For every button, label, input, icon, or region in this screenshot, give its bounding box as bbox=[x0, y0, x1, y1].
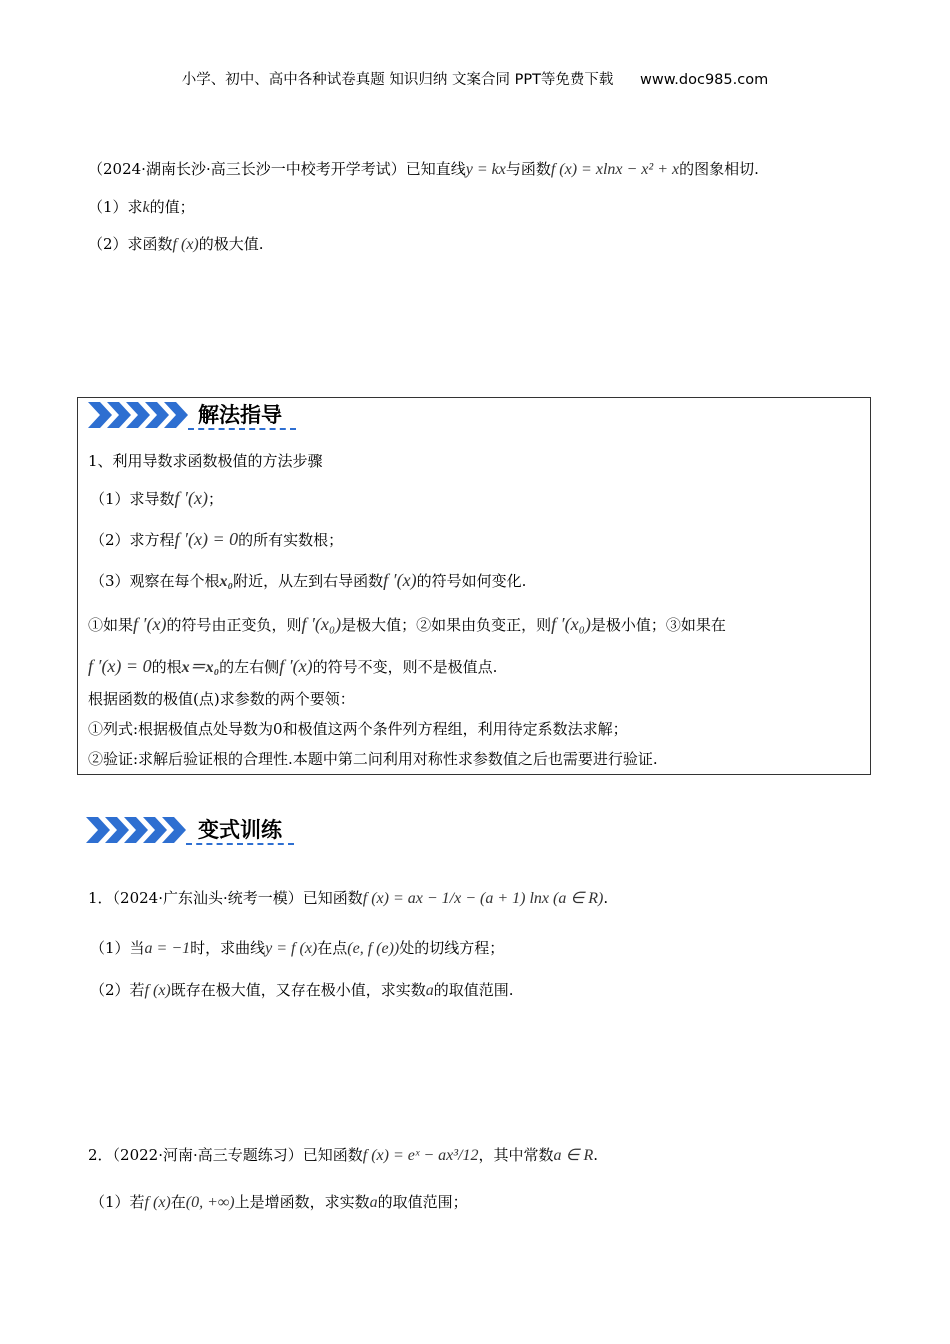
training-chevron-icon bbox=[86, 817, 188, 843]
case2-b: 的左右侧 bbox=[219, 658, 280, 676]
q1-text: （1）求 bbox=[88, 198, 143, 216]
p1q1-b: 时，求曲线 bbox=[190, 939, 266, 957]
p1-pre: （2024·广东汕头·统考一模）已知函数 bbox=[112, 889, 363, 907]
problem-q1 bbox=[88, 196, 195, 217]
page-header bbox=[0, 68, 950, 89]
guide-title-underline bbox=[188, 428, 296, 430]
p1-post: . bbox=[603, 889, 609, 907]
problem-intro-mid: 与函数 bbox=[505, 160, 551, 178]
p2q1-m3: a bbox=[369, 1194, 378, 1211]
p2-post: . bbox=[593, 1146, 599, 1164]
p2-func: f (x) = eˣ − ax³/12 bbox=[362, 1147, 479, 1164]
step2-text: （2）求方程 bbox=[90, 531, 175, 549]
p1q2-m1: f (x) bbox=[144, 982, 171, 999]
training-problem-1 bbox=[88, 887, 608, 908]
step2-math: f ′(x) = 0 bbox=[174, 529, 239, 549]
p2q1-d: 的取值范围； bbox=[377, 1193, 468, 1211]
p1-num: 1． bbox=[88, 889, 113, 907]
step2-post: 的所有实数根； bbox=[238, 531, 344, 549]
q2-text: （2）求函数 bbox=[88, 235, 173, 253]
problem-q2 bbox=[88, 233, 264, 254]
header-site-link[interactable]: www.doc985.com bbox=[640, 72, 769, 88]
problem-intro bbox=[88, 158, 759, 179]
guide-cases-2 bbox=[88, 654, 497, 677]
p2q1-c: 上是增函数，求实数 bbox=[234, 1193, 370, 1211]
case1-m1: f ′(x) bbox=[133, 614, 167, 634]
case2-var: x＝x₀ bbox=[181, 659, 220, 676]
p1q2-m2: a bbox=[425, 982, 434, 999]
p1q1-m1: a = −1 bbox=[144, 940, 191, 957]
p2-num: 2． bbox=[88, 1146, 113, 1164]
case2-a: 的根 bbox=[151, 658, 182, 676]
guide-line-1: 1、利用导数求函数极值的方法步骤 bbox=[88, 452, 323, 470]
training-p1-q2 bbox=[90, 979, 514, 1000]
problem-intro-text: （2024·湖南长沙·高三长沙一中校考开学考试）已知直线 bbox=[88, 160, 466, 178]
p1q1-m2: y = f (x) bbox=[265, 940, 318, 957]
guide-step-1 bbox=[90, 488, 223, 509]
p1q1-m3: (e, f (e)) bbox=[347, 940, 400, 957]
p2q1-m2: (0, +∞) bbox=[185, 1194, 235, 1211]
p2-mid: ，其中常数 bbox=[478, 1146, 554, 1164]
p1-func: f (x) = ax − 1/x − (a + 1) lnx (a ∈ R) bbox=[362, 890, 604, 907]
case2-m1: f ′(x) = 0 bbox=[88, 656, 152, 676]
step3-text: （3）观察在每个根 bbox=[90, 572, 220, 590]
p1q1-a: （1）当 bbox=[90, 939, 145, 957]
step1-post: ； bbox=[207, 490, 223, 508]
step1-math: f ′(x) bbox=[174, 488, 208, 508]
q2-func: f (x) bbox=[172, 236, 199, 253]
case1-d: 是极小值；③如果在 bbox=[590, 616, 726, 634]
guide-chevron-icon bbox=[88, 402, 190, 428]
case1-m3: f ′(x₀) bbox=[551, 614, 591, 634]
p1q1-c: 在点 bbox=[317, 939, 348, 957]
case1-b: 的符号由正变负，则 bbox=[166, 616, 302, 634]
step3-var: x₀ bbox=[219, 573, 234, 590]
guide-key-1: ①列式:根据极值点处导数为0和极值这两个条件列方程组，利用待定系数法求解； bbox=[88, 720, 628, 738]
case1-c: 是极大值；②如果由负变正，则 bbox=[341, 616, 552, 634]
case2-m2: f ′(x) bbox=[279, 656, 313, 676]
step1-text: （1）求导数 bbox=[90, 490, 175, 508]
problem-intro-post: 的图象相切. bbox=[679, 160, 759, 178]
header-text: 小学、初中、高中各种试卷真题 知识归纳 文案合同 PPT等免费下载 bbox=[181, 72, 614, 88]
case2-c: 的符号不变，则不是极值点. bbox=[312, 658, 498, 676]
guide-key-2: ②验证:求解后验证根的合理性.本题中第二问利用对称性求参数值之后也需要进行验证. bbox=[88, 750, 658, 768]
p2q1-b: 在 bbox=[170, 1193, 186, 1211]
guide-key-heading: 根据函数的极值(点)求参数的两个要领： bbox=[88, 690, 355, 708]
function-equation: f (x) = xlnx − x² + x bbox=[550, 161, 680, 178]
step3-mid: 附近，从左到右导函数 bbox=[233, 572, 384, 590]
guide-title: 解法指导 bbox=[198, 403, 282, 427]
p1q1-d: 处的切线方程； bbox=[399, 939, 505, 957]
p1q2-c: 的取值范围. bbox=[433, 981, 514, 999]
step3-post: 的符号如何变化. bbox=[416, 572, 527, 590]
guide-step-3 bbox=[90, 570, 526, 591]
guide-step-2 bbox=[90, 529, 343, 550]
q1-var: k bbox=[142, 199, 150, 216]
training-problem-2 bbox=[88, 1144, 598, 1165]
q2-post: 的极大值. bbox=[198, 235, 264, 253]
step3-math: f ′(x) bbox=[383, 570, 417, 590]
q1-post: 的值； bbox=[149, 198, 195, 216]
training-p2-q1 bbox=[90, 1191, 468, 1212]
p2q1-a: （1）若 bbox=[90, 1193, 145, 1211]
p2-pre: （2022·河南·高三专题练习）已知函数 bbox=[112, 1146, 363, 1164]
training-title: 变式训练 bbox=[198, 818, 282, 842]
case1-m2: f ′(x₀) bbox=[301, 614, 342, 634]
p2-cond: a ∈ R bbox=[553, 1147, 594, 1164]
guide-cases-1 bbox=[88, 614, 726, 635]
p2q1-m1: f (x) bbox=[144, 1194, 171, 1211]
p1q2-a: （2）若 bbox=[90, 981, 145, 999]
training-title-underline bbox=[186, 843, 294, 845]
p1q2-b: 既存在极大值，又存在极小值，求实数 bbox=[170, 981, 426, 999]
training-p1-q1 bbox=[90, 937, 504, 958]
case1-a: ①如果 bbox=[88, 616, 134, 634]
line-equation: y = kx bbox=[465, 161, 506, 178]
